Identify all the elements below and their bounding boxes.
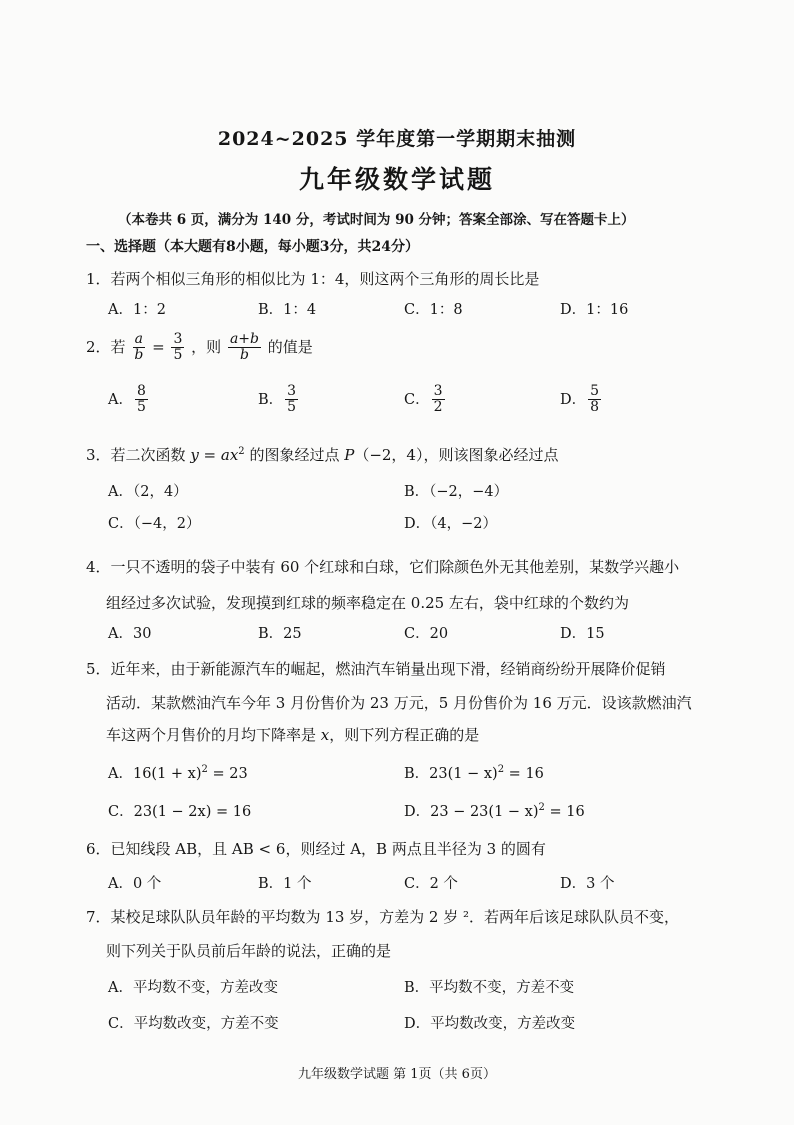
q1-option-b: B．1：4	[258, 302, 317, 318]
q2-option-d: D． $\frac{5}{8}$	[560, 383, 600, 416]
q7-option-d: D．平均数改变，方差改变	[404, 1016, 576, 1032]
question-1-stem: 1．若两个相似三角形的相似比为 1：4，则这两个三角形的周长比是	[86, 270, 540, 288]
question-5-line-1: 5．近年来，由于新能源汽车的崛起，燃油汽车销量出现下滑，经销商纷纷开展降价促销	[86, 660, 666, 678]
q5-option-a: A．$16(1 + x)^2 = 23$	[108, 764, 248, 782]
q2-option-a: A． $\frac{8}{5}$	[108, 383, 146, 416]
q1-option-c: C．1：8	[404, 302, 463, 318]
q2-option-b: B． $\frac{3}{5}$	[258, 383, 297, 416]
q5-option-d: D．$23 - 23(1 - x)^2 = 16$	[404, 802, 585, 820]
q3-option-d: D．（4，−2）	[404, 516, 497, 532]
exam-term-title: 2024~2025 学年度第一学期期末抽测	[217, 128, 577, 150]
q1-option-d: D．1：16	[560, 302, 629, 318]
exam-instructions: （本卷共 6 页，满分为 140 分，考试时间为 90 分钟；答案全部涂、写在答题卡上）	[118, 212, 635, 228]
q4-option-a: A．30	[108, 626, 152, 642]
question-5-line-2: 活动．某款燃油汽车今年 3 月份售价为 23 万元，5 月份售价为 16 万元．设该款燃油汽	[106, 694, 692, 712]
question-6-stem: 6．已知线段 AB，且 AB < 6，则经过 A，B 两点且半径为 3 的圆有	[86, 840, 546, 858]
question-5-line-3: 车这两个月售价的月均下降率是 x，则下列方程正确的是	[106, 726, 480, 744]
q5-option-c: C．23(1 − 2x) = 16	[108, 804, 252, 820]
q1-option-a: A．1：2	[108, 302, 166, 318]
question-7-line-1: 7．某校足球队队员年龄的平均数为 13 岁，方差为 2 岁 ²．若两年后该足球队队员不变，	[86, 908, 680, 926]
question-7-line-2: 则下列关于队员前后年龄的说法，正确的是	[106, 942, 392, 960]
exam-title: 九年级数学试题	[298, 165, 495, 194]
q7-option-b: B．平均数不变，方差不变	[404, 980, 575, 996]
q3-option-b: B．（−2，−4）	[404, 484, 509, 500]
question-4-line-2: 组经过多次试验，发现摸到红球的频率稳定在 0.25 左右，袋中红球的个数约为	[106, 594, 629, 612]
q4-option-c: C．20	[404, 626, 449, 642]
q3-option-c: C．（−4，2）	[108, 516, 201, 532]
q7-option-a: A．平均数不变，方差改变	[108, 980, 278, 996]
q6-option-a: A．0 个	[108, 876, 162, 892]
q5-option-b: B．$23(1 - x)^2 = 16$	[404, 764, 544, 782]
q7-option-c: C．平均数改变，方差不变	[108, 1016, 279, 1032]
fraction-a-over-b: $\frac{a}{b}$	[134, 331, 144, 364]
question-2-stem: 2．若 $\frac{a}{b}$ = $\frac{3}{5}$ ，则 $\frac{a+b}{b}$ 的值是	[86, 331, 313, 364]
q2-option-c: C． $\frac{3}{2}$	[404, 383, 443, 416]
page-footer: 九年级数学试题 第 1页（共 6页）	[298, 1067, 496, 1082]
q6-option-c: C．2 个	[404, 876, 458, 892]
fraction-a-plus-b-over-b: $\frac{a+b}{b}$	[229, 331, 259, 364]
q4-option-b: B．25	[258, 626, 302, 642]
q3-option-a: A．（2，4）	[108, 484, 188, 500]
question-4-line-1: 4．一只不透明的袋子中装有 60 个红球和白球，它们除颜色外无其他差别，某数学兴趣小	[86, 558, 680, 576]
q4-option-d: D．15	[560, 626, 605, 642]
section-heading: 一、选择题（本大题有8小题，每小题3分，共24分）	[86, 239, 419, 255]
q6-option-b: B．1 个	[258, 876, 312, 892]
question-3-stem: 3．若二次函数 $y = ax^2$ 的图象经过点 P（−2，4），则该图象必经过点	[86, 446, 559, 464]
fraction-3-over-5: $\frac{3}{5}$	[173, 331, 183, 364]
q6-option-d: D．3 个	[560, 876, 615, 892]
